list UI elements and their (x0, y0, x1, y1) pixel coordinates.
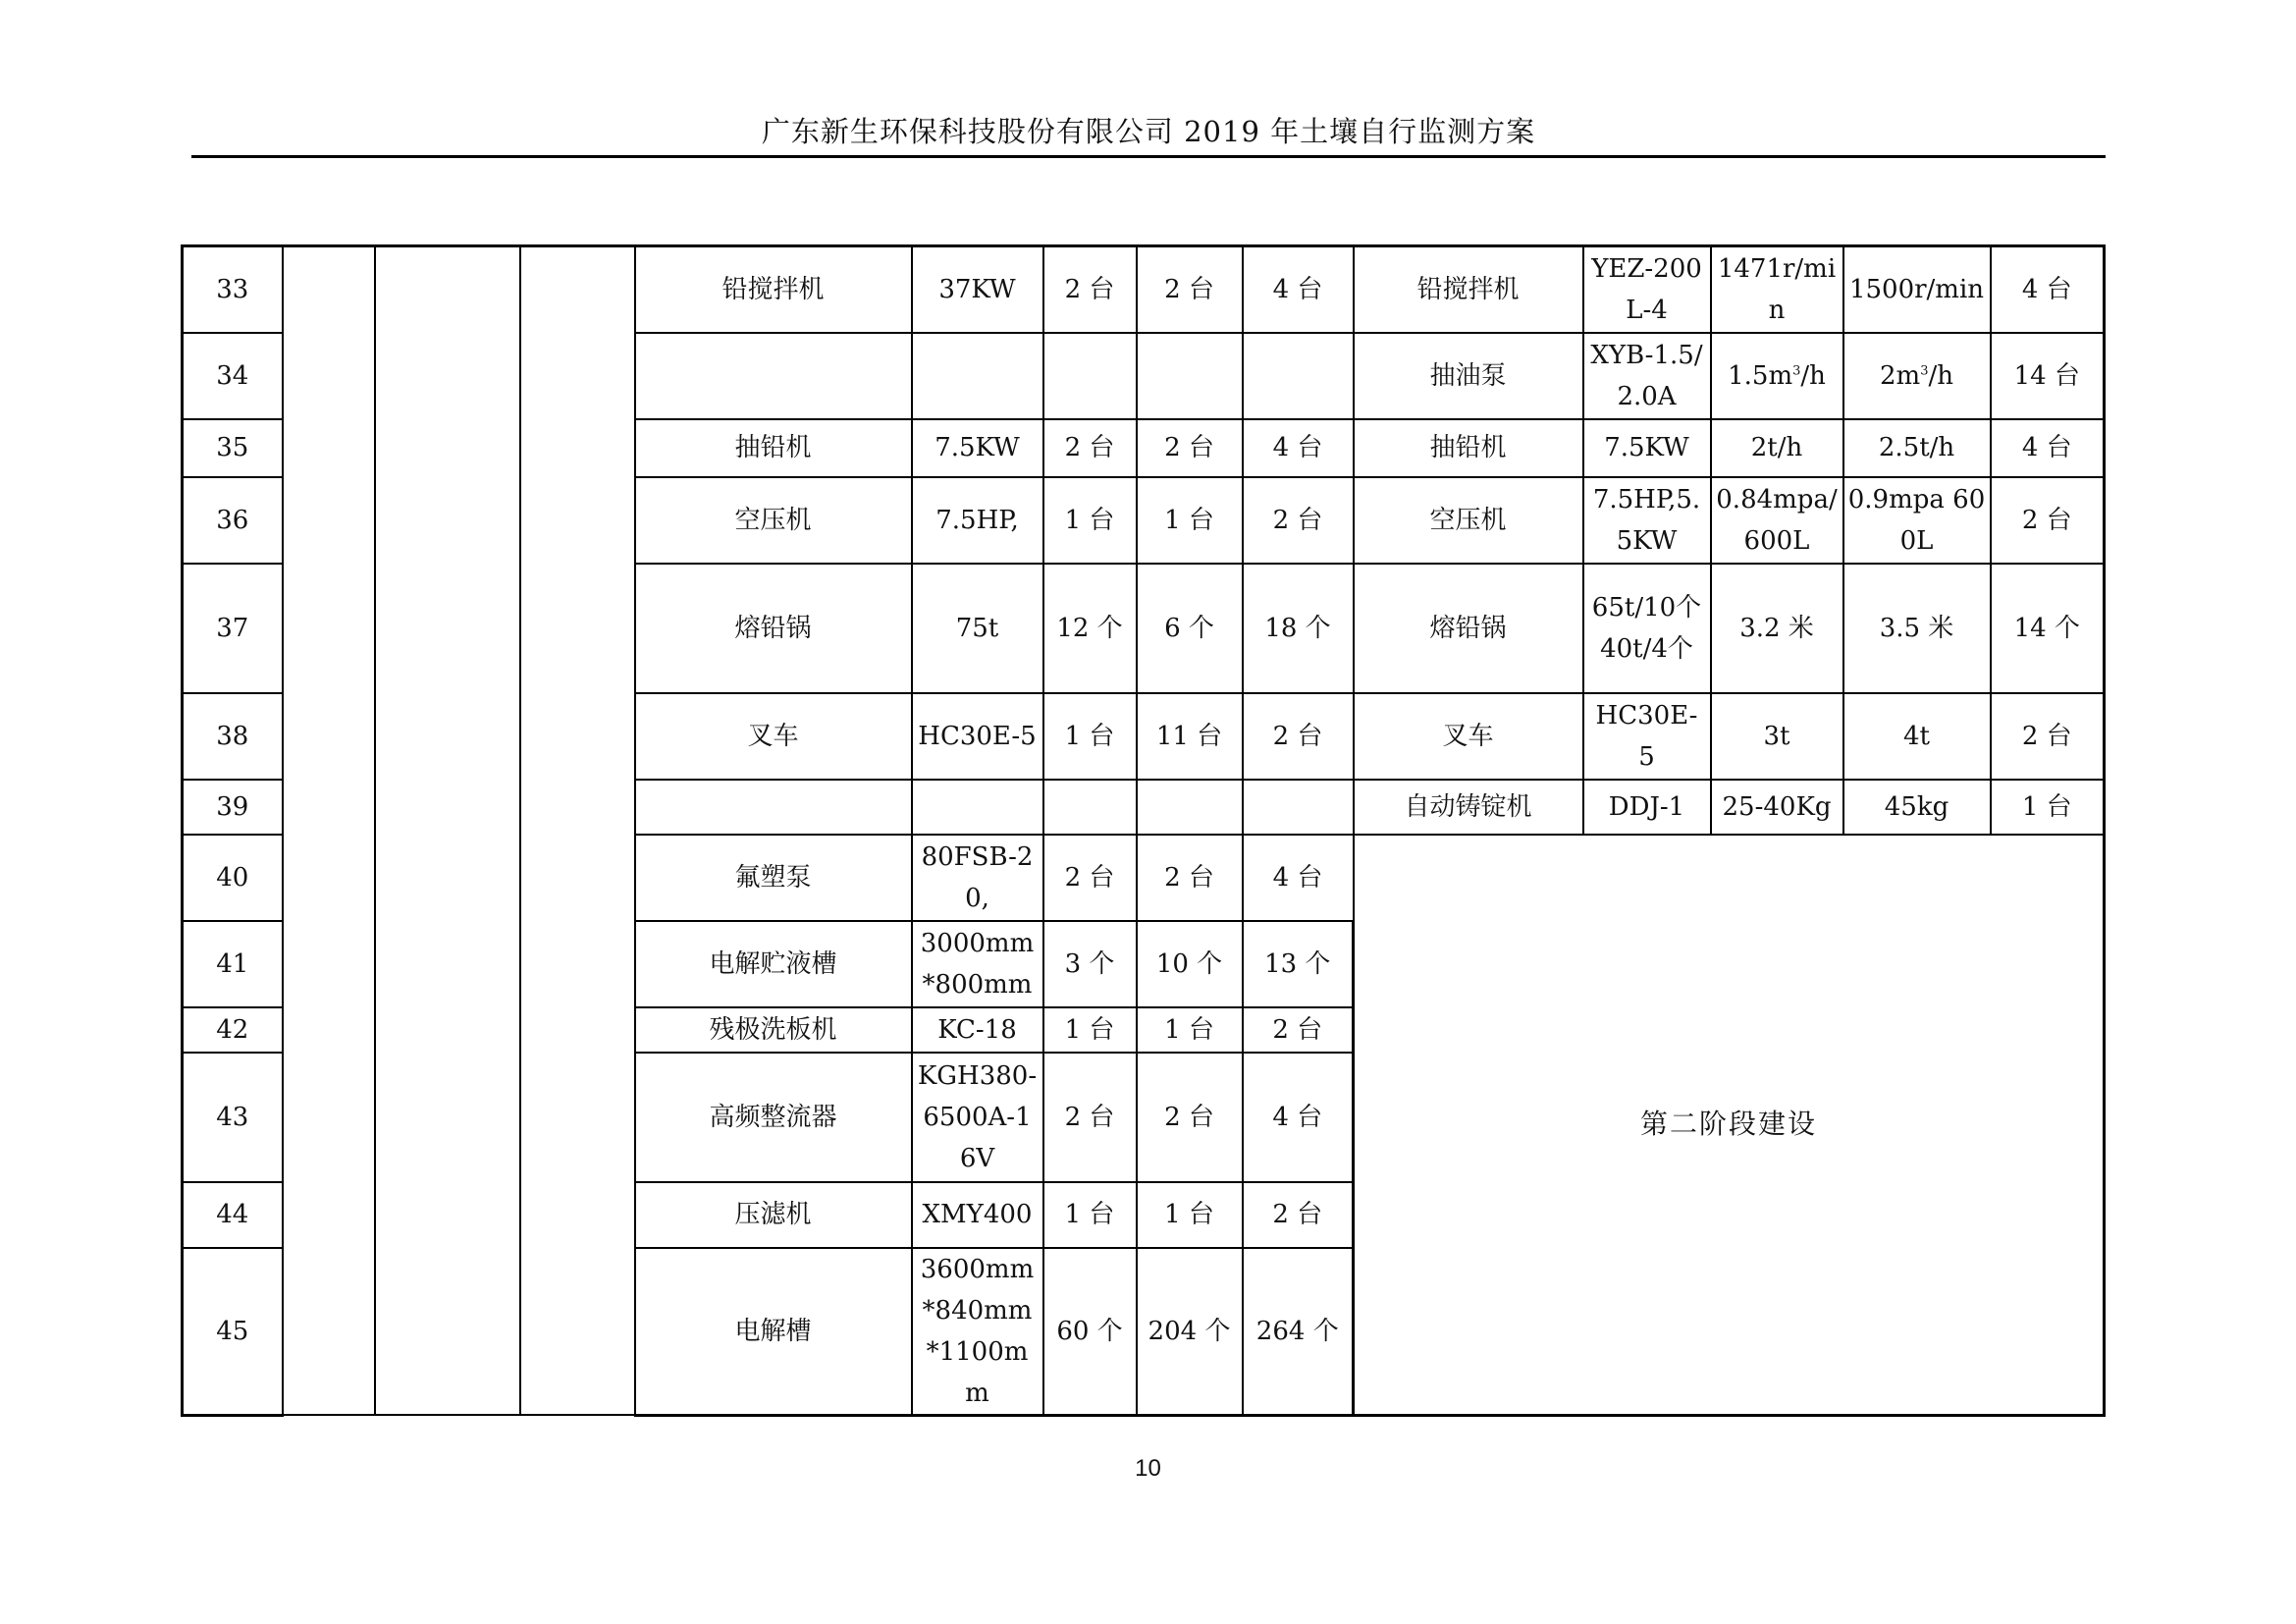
quantity-cell (1043, 333, 1137, 419)
merged-note-text: 第二阶段建设 (1639, 1107, 1817, 1140)
equipment-name: 叉车 (635, 693, 912, 780)
equipment-name: 铅搅拌机 (1354, 246, 1583, 333)
quantity-cell: 1 台 (1043, 477, 1137, 564)
quantity-cell: 2 台 (1043, 419, 1137, 477)
quantity-cell: 1 台 (1043, 693, 1137, 780)
parameter-unit: /h (1800, 360, 1826, 391)
equipment-spec: 80FSB-20, (912, 835, 1043, 921)
quantity-cell: 60 个 (1043, 1248, 1137, 1416)
equipment-spec: 37KW (912, 246, 1043, 333)
table-row (183, 246, 2105, 333)
equipment-model: YEZ-200L-4 (1583, 246, 1711, 333)
quantity-cell: 1 台 (1137, 1182, 1243, 1248)
row-number: 45 (183, 1248, 283, 1416)
equipment-parameter: 3t (1711, 693, 1843, 780)
quantity-cell: 1 台 (1991, 780, 2105, 835)
quantity-cell: 2 台 (1137, 246, 1243, 333)
quantity-cell: 18 个 (1243, 564, 1354, 693)
row-number: 39 (183, 780, 283, 835)
quantity-cell: 6 个 (1137, 564, 1243, 693)
quantity-cell: 3 个 (1043, 921, 1137, 1007)
quantity-cell: 2 台 (1991, 693, 2105, 780)
quantity-cell: 13 个 (1243, 921, 1354, 1007)
equipment-name (635, 780, 912, 835)
equipment-name: 氟塑泵 (635, 835, 912, 921)
quantity-cell: 11 台 (1137, 693, 1243, 780)
equipment-spec: HC30E-5 (912, 693, 1043, 780)
blank-column-cell (375, 246, 520, 1416)
equipment-name: 铅搅拌机 (635, 246, 912, 333)
row-number: 41 (183, 921, 283, 1007)
quantity-cell: 4 台 (1243, 835, 1354, 921)
rated-parameter: 3.5 米 (1843, 564, 1991, 693)
quantity-cell: 2 台 (1043, 1053, 1137, 1182)
equipment-name: 高频整流器 (635, 1053, 912, 1182)
equipment-model: HC30E-5 (1583, 693, 1711, 780)
quantity-cell: 1 台 (1043, 1007, 1137, 1053)
equipment-spec: 3000mm*800mm (912, 921, 1043, 1007)
row-number: 44 (183, 1182, 283, 1248)
quantity-cell: 264 个 (1243, 1248, 1354, 1416)
quantity-cell: 14 个 (1991, 564, 2105, 693)
parameter-value: 1.5m (1728, 360, 1793, 391)
quantity-cell (1137, 333, 1243, 419)
quantity-cell: 1 台 (1043, 1182, 1137, 1248)
quantity-cell: 2 台 (1243, 693, 1354, 780)
rated-parameter: 4t (1843, 693, 1991, 780)
quantity-cell: 2 台 (1043, 835, 1137, 921)
quantity-cell: 204 个 (1137, 1248, 1243, 1416)
row-number: 34 (183, 333, 283, 419)
equipment-name: 熔铅锅 (635, 564, 912, 693)
row-number: 43 (183, 1053, 283, 1182)
blank-column-cell (520, 246, 635, 1416)
equipment-model: XYB-1.5/2.0A (1583, 333, 1711, 419)
equipment-parameter: 25-40Kg (1711, 780, 1843, 835)
equipment-parameter: 1471r/min (1711, 246, 1843, 333)
equipment-name: 空压机 (635, 477, 912, 564)
equipment-parameter: 3.2 米 (1711, 564, 1843, 693)
quantity-cell (1137, 780, 1243, 835)
quantity-cell: 10 个 (1137, 921, 1243, 1007)
quantity-cell: 2 台 (1043, 246, 1137, 333)
superscript-exponent: 3 (1792, 362, 1801, 378)
equipment-parameter: 2t/h (1711, 419, 1843, 477)
quantity-cell: 14 台 (1991, 333, 2105, 419)
quantity-cell: 4 台 (1243, 1053, 1354, 1182)
row-number: 33 (183, 246, 283, 333)
equipment-name: 空压机 (1354, 477, 1583, 564)
quantity-cell (1243, 333, 1354, 419)
quantity-cell: 2 台 (1137, 835, 1243, 921)
quantity-cell: 2 台 (1991, 477, 2105, 564)
row-number: 38 (183, 693, 283, 780)
equipment-spec: KGH380-6500A-16V (912, 1053, 1043, 1182)
equipment-table (181, 244, 2106, 1417)
equipment-name: 电解槽 (635, 1248, 912, 1416)
blank-column-cell (283, 246, 375, 1416)
superscript-exponent: 3 (1920, 362, 1929, 378)
equipment-model: 65t/10个 40t/4个 (1583, 564, 1711, 693)
equipment-spec: 7.5HP, (912, 477, 1043, 564)
rated-parameter: 0.9mpa 600L (1843, 477, 1991, 564)
equipment-spec: KC-18 (912, 1007, 1043, 1053)
row-number: 40 (183, 835, 283, 921)
quantity-cell: 2 台 (1137, 1053, 1243, 1182)
quantity-cell: 4 台 (1991, 419, 2105, 477)
quantity-cell (1243, 780, 1354, 835)
equipment-name: 熔铅锅 (1354, 564, 1583, 693)
rated-parameter: 2.5t/h (1843, 419, 1991, 477)
equipment-name: 抽铅机 (635, 419, 912, 477)
second-phase-note (1354, 835, 2105, 1416)
row-number: 35 (183, 419, 283, 477)
equipment-name: 自动铸锭机 (1354, 780, 1583, 835)
rated-parameter (1843, 333, 1991, 419)
parameter-value: 2m (1880, 360, 1921, 391)
quantity-cell: 2 台 (1243, 1182, 1354, 1248)
quantity-cell: 1 台 (1137, 477, 1243, 564)
quantity-cell: 12 个 (1043, 564, 1137, 693)
parameter-unit: /h (1928, 360, 1953, 391)
equipment-parameter (1711, 333, 1843, 419)
equipment-spec: 7.5KW (912, 419, 1043, 477)
quantity-cell: 4 台 (1991, 246, 2105, 333)
equipment-spec: 3600mm*840mm*1100mm (912, 1248, 1043, 1416)
row-number: 37 (183, 564, 283, 693)
equipment-model: DDJ-1 (1583, 780, 1711, 835)
quantity-cell: 2 台 (1243, 477, 1354, 564)
equipment-spec (912, 333, 1043, 419)
equipment-name: 抽铅机 (1354, 419, 1583, 477)
equipment-name: 压滤机 (635, 1182, 912, 1248)
row-number: 42 (183, 1007, 283, 1053)
header-divider (191, 155, 2106, 158)
quantity-cell: 1 台 (1137, 1007, 1243, 1053)
page-number: 10 (1135, 1455, 1161, 1482)
quantity-cell: 4 台 (1243, 419, 1354, 477)
quantity-cell: 2 台 (1243, 1007, 1354, 1053)
equipment-name: 电解贮液槽 (635, 921, 912, 1007)
equipment-name: 残极洗板机 (635, 1007, 912, 1053)
quantity-cell: 2 台 (1137, 419, 1243, 477)
equipment-spec (912, 780, 1043, 835)
page-header-title: 广东新生环保科技股份有限公司 2019 年土壤自行监测方案 (761, 115, 1536, 148)
rated-parameter: 45kg (1843, 780, 1991, 835)
equipment-spec: 75t (912, 564, 1043, 693)
equipment-name: 叉车 (1354, 693, 1583, 780)
equipment-model: 7.5KW (1583, 419, 1711, 477)
equipment-name (635, 333, 912, 419)
quantity-cell: 4 台 (1243, 246, 1354, 333)
equipment-name: 抽油泵 (1354, 333, 1583, 419)
equipment-model: 7.5HP,5.5KW (1583, 477, 1711, 564)
equipment-spec: XMY400 (912, 1182, 1043, 1248)
quantity-cell (1043, 780, 1137, 835)
equipment-parameter: 0.84mpa/600L (1711, 477, 1843, 564)
rated-parameter: 1500r/min (1843, 246, 1991, 333)
row-number: 36 (183, 477, 283, 564)
